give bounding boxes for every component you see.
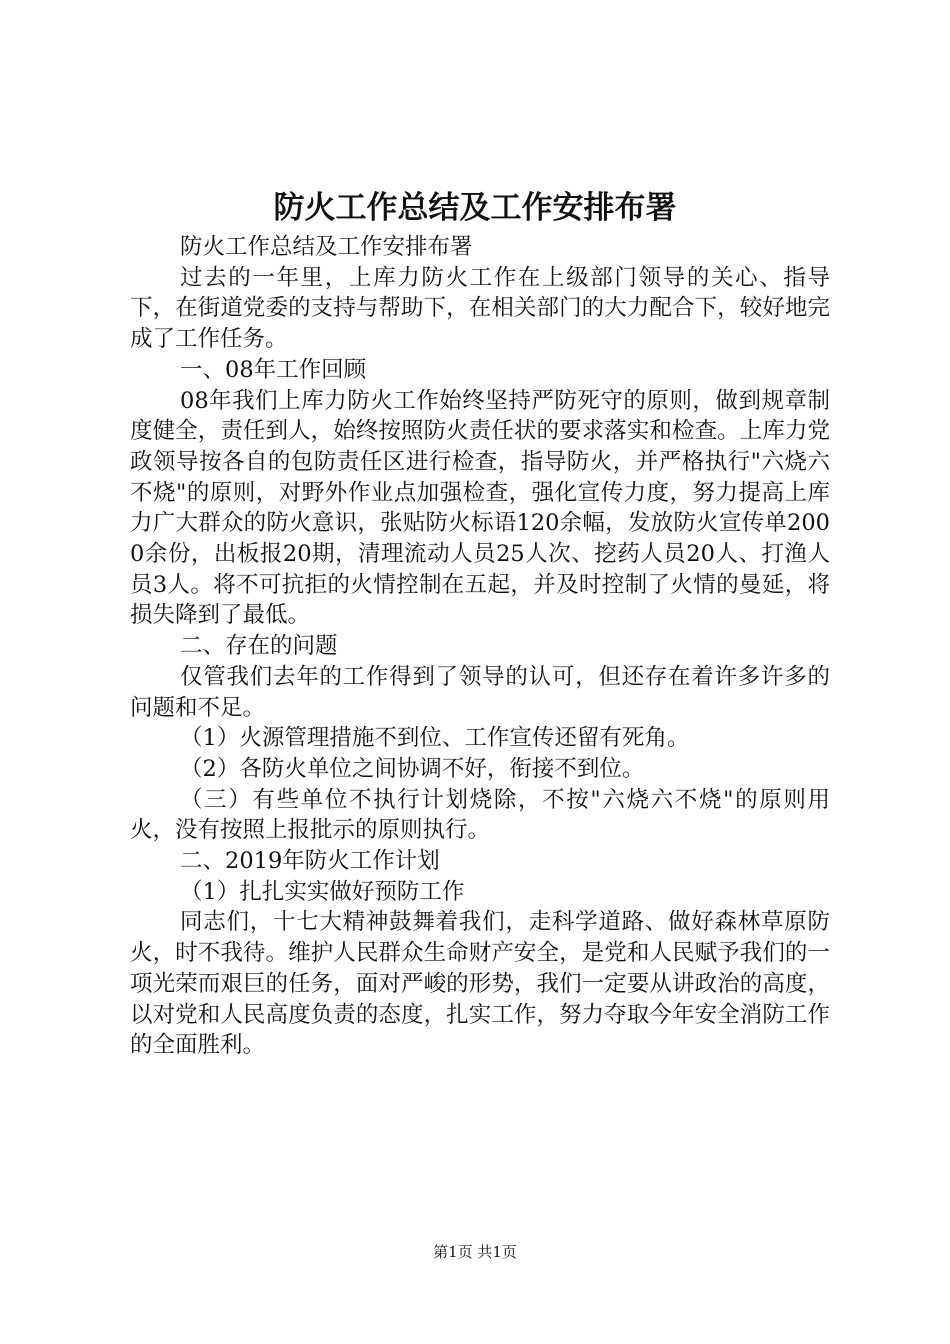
section-heading-problems: 二、存在的问题	[180, 633, 338, 660]
paragraph-problems: 仅管我们去年的工作得到了领导的认可，但还存在着许多许多的问题和不足。	[130, 663, 830, 721]
document-title: 防火工作总结及工作安排布署	[273, 190, 677, 226]
paragraph-intro: 过去的一年里，上库力防火工作在上级部门领导的关心、指导下，在街道党委的支持与帮助下，在相关部门的大力配合下，较好地完成了工作任务。	[130, 264, 830, 353]
paragraph-subtitle: 防火工作总结及工作安排布署	[180, 234, 473, 260]
list-item-problem-3: （三）有些单位不执行计划烧除，不按"六烧六不烧"的原则用火，没有按照上报批示的原则执行。	[130, 786, 830, 844]
list-item-plan-1: （1）扎扎实实做好预防工作	[180, 878, 465, 905]
paragraph-plan: 同志们，十七大精神鼓舞着我们，走科学道路、做好森林草原防火，时不我待。维护人民群众生命财产安全，是党和人民赋予我们的一项光荣而艰巨的任务，面对严峻的形势，我们一定要从讲政治的高度，以对党和人民高度负责的态度，扎实工作，努力夺取今年安全消防工作的全面胜利。	[130, 909, 830, 1059]
list-item-problem-2: （2）各防火单位之间协调不好，衔接不到位。	[180, 755, 645, 782]
section-heading-plan: 二、2019年防火工作计划	[180, 848, 440, 875]
paragraph-review: 08年我们上库力防火工作始终坚持严防死守的原则，做到规章制度健全，责任到人，始终按照防火责任状的要求落实和检查。上库力党政领导按各自的包防责任区进行检查，指导防火，并严格执行"六烧六不烧"的原则，对野外作业点加强检查，强化宣传力度，努力提高上库力广大群众的防火意识，张贴防火标语120余幅，发放防火宣传单2000余份，出板报20期，清理流动人员25人次、挖药人员20人、打渔人员3人。将不可抗拒的火情控制在五起，并及时控制了火情的曼延，将损失降到了最低。	[130, 387, 830, 629]
section-heading-review: 一、08年工作回顾	[180, 356, 367, 383]
page-footer: 第1页 共1页	[433, 1243, 517, 1261]
document-body	[130, 232, 830, 1061]
list-item-problem-1: （1）火源管理措施不到位、工作宣传还留有死角。	[180, 725, 690, 752]
